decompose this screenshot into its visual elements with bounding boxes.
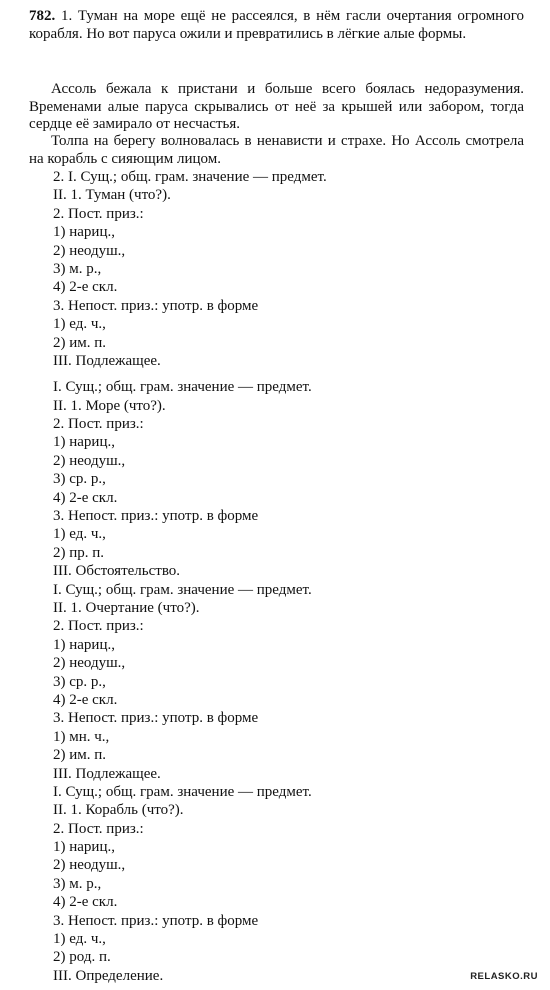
analysis-line: III. Подлежащее. [53, 352, 161, 369]
analysis-line: 3) м. р., [53, 875, 102, 892]
analysis-line: III. Определение. [53, 967, 164, 984]
analysis-line: I. Сущ.; общ. грам. значение — предмет. [53, 783, 312, 800]
analysis-line: 1) ед. ч., [53, 526, 106, 543]
analysis-line: III. Обстоятельство. [53, 563, 181, 580]
analysis-line: I. Сущ.; общ. грам. значение — предмет. [53, 379, 312, 396]
analysis-line: 2. Пост. приз.: [53, 820, 144, 837]
analysis-line: 1) мн. ч., [53, 728, 110, 745]
analysis-line: 1) ед. ч., [53, 931, 106, 948]
analysis-line: 4) 2-е скл. [53, 894, 118, 911]
analysis-line: 2) им. п. [53, 334, 107, 351]
block-gap [53, 370, 513, 378]
analysis-line: 2) неодуш., [53, 242, 126, 259]
analysis-line: 3. Непост. приз.: употр. в форме [53, 297, 259, 314]
analysis-line: 1) нариц., [53, 636, 115, 653]
analysis-line: 1) ед. ч., [53, 316, 106, 333]
analysis-line: II. 1. Туман (что?). [53, 187, 171, 204]
paragraph-1-text: 1. Туман на море ещё не рассеялся, в нём гасли очертания огромного корабля. Но вот паруса ожили и превратились в лёгкие алые формы. [29, 8, 524, 42]
analysis-line: 2. I. Сущ.; общ. грам. значение — предмет. [53, 169, 327, 185]
exercise-number: 782. [29, 8, 56, 24]
site-watermark: RELASKO.RU [470, 971, 538, 982]
paragraph-3 [29, 133, 524, 168]
morphological-analysis [53, 168, 513, 985]
analysis-line: 3. Непост. приз.: употр. в форме [53, 508, 259, 525]
analysis-line: 3. Непост. приз.: употр. в форме [53, 912, 259, 929]
analysis-line: I. Сущ.; общ. грам. значение — предмет. [53, 581, 312, 598]
analysis-line: 3. Непост. приз.: употр. в форме [53, 710, 259, 727]
analysis-line: 3) ср. р., [53, 471, 106, 488]
analysis-line: 3) м. р., [53, 260, 102, 277]
analysis-line: 1) нариц., [53, 434, 115, 451]
analysis-line: 2) им. п. [53, 747, 107, 764]
analysis-line: 2) неодуш., [53, 857, 126, 874]
analysis-line: 2. Пост. приз.: [53, 416, 144, 433]
analysis-line: II. 1. Корабль (что?). [53, 802, 184, 819]
analysis-line: 4) 2-е скл. [53, 279, 118, 296]
analysis-line: 2. Пост. приз.: [53, 205, 144, 222]
paragraph-2-text: Ассоль бежала к пристани и больше всего боялась недоразумения. Временами алые паруса скрывались от неё за крышей или забором, тогда сердце её замирало от несчастья. [29, 81, 524, 132]
paragraph-2 [29, 81, 524, 134]
analysis-line: 1) нариц., [53, 224, 115, 241]
paragraph-3-text: Толпа на берегу волновалась в ненависти и страхе. Но Ассоль смотрела на корабль с сияющим лицом. [29, 133, 524, 167]
analysis-line: 2) пр. п. [53, 544, 105, 561]
analysis-line: II. 1. Очертание (что?). [53, 599, 200, 616]
analysis-line: 3) ср. р., [53, 673, 106, 690]
analysis-line: 2. Пост. приз.: [53, 618, 144, 635]
analysis-line: II. 1. Море (что?). [53, 397, 166, 414]
analysis-line: 4) 2-е скл. [53, 489, 118, 506]
analysis-line: 2) неодуш., [53, 452, 126, 469]
analysis-line: 4) 2-е скл. [53, 691, 118, 708]
analysis-line: III. Подлежащее. [53, 765, 161, 782]
analysis-line: 2) неодуш., [53, 655, 126, 672]
paragraph-1 [29, 8, 524, 43]
analysis-line: 2) род. п. [53, 949, 111, 966]
analysis-line: 1) нариц., [53, 839, 115, 856]
